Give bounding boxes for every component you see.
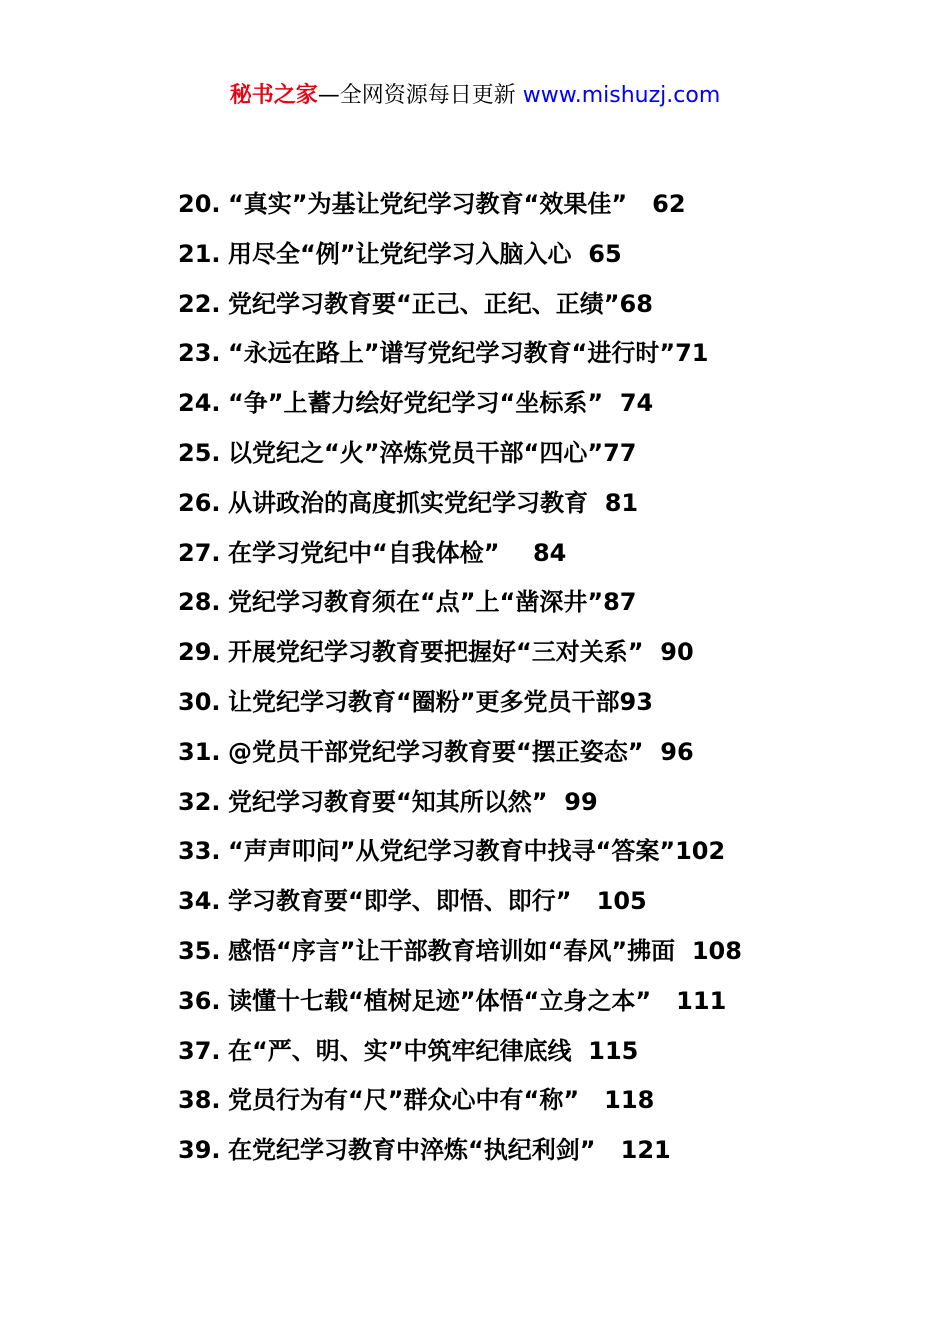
toc-item-number: 30. [178, 687, 221, 716]
toc-item-title: 开展党纪学习教育要把握好“三对关系” [228, 638, 644, 667]
toc-item-title: 在党纪学习教育中淬炼“执纪利剑” [228, 1136, 596, 1165]
toc-item-page: 90 [660, 638, 694, 667]
toc-item[interactable] [178, 925, 858, 975]
site-url[interactable]: www.mishuzj.com [522, 83, 721, 108]
toc-item-page: 105 [596, 887, 647, 916]
toc-item[interactable] [178, 228, 858, 278]
toc-item[interactable] [178, 875, 858, 925]
toc-item-title: 以党纪之“火”淬炼党员干部“四心” [228, 438, 604, 467]
toc-item-page: 99 [564, 787, 598, 816]
toc-item-title: “永远在路上”谱写党纪学习教育“进行时” [228, 339, 676, 368]
toc-item-title: 党纪学习教育要“知其所以然” [228, 787, 548, 816]
toc-item-number: 39. [178, 1136, 221, 1165]
toc-item-title: 读懂十七载“植树足迹”体悟“立身之本” [228, 986, 652, 1015]
toc-item-page: 84 [532, 538, 567, 567]
toc-item-number: 22. [178, 289, 221, 318]
toc-item-page: 118 [604, 1086, 655, 1115]
toc-item[interactable] [178, 825, 858, 875]
toc-item-title: 党员行为有“尺”群众心中有“称” [228, 1086, 580, 1115]
toc-item-title: “声声叩问”从党纪学习教育中找寻“答案” [228, 837, 676, 866]
toc-item[interactable] [178, 477, 858, 527]
toc-item-gap [588, 489, 605, 517]
toc-item-page: 111 [676, 986, 727, 1015]
toc-item-number: 37. [178, 1036, 221, 1065]
toc-item[interactable] [178, 1124, 858, 1174]
toc-item-title: “真实”为基让党纪学习教育“效果佳” [228, 190, 628, 218]
toc-item-title: “争”上蓄力绘好党纪学习“坐标系” [228, 389, 604, 418]
toc-item-title: 党纪学习教育须在“点”上“凿深井” [228, 588, 604, 617]
toc-item[interactable] [178, 975, 858, 1025]
toc-item-number: 27. [178, 538, 221, 567]
toc-item-page: 65 [588, 239, 622, 268]
toc-item-number: 23. [178, 339, 221, 368]
toc-item-page: 115 [588, 1036, 639, 1065]
toc-item-gap [500, 539, 533, 567]
toc-item-page: 62 [652, 190, 686, 218]
toc-item-number: 31. [178, 737, 221, 766]
toc-item-number: 24. [178, 389, 221, 418]
toc-item[interactable] [178, 327, 858, 377]
toc-item-number: 21. [178, 239, 221, 268]
toc-item[interactable] [178, 726, 858, 776]
toc-item[interactable] [178, 576, 858, 626]
toc-item[interactable] [178, 776, 858, 826]
toc-item-number: 25. [178, 438, 221, 467]
toc-item-number: 38. [178, 1086, 221, 1115]
toc-item-number: 34. [178, 887, 221, 916]
toc-item-number: 20. [178, 190, 221, 218]
toc-item-number: 36. [178, 986, 221, 1015]
toc-item-number: 32. [178, 787, 221, 816]
page-header [0, 80, 950, 112]
toc-item[interactable] [178, 1074, 858, 1124]
toc-item-page: 68 [619, 289, 653, 318]
toc-item-number: 33. [178, 837, 221, 866]
toc-item-gap [603, 389, 620, 417]
toc-item-title: 在“严、明、实”中筑牢纪律底线 [228, 1036, 572, 1065]
toc-item-page: 96 [660, 737, 694, 766]
toc-item-page: 87 [603, 588, 637, 617]
toc-item-title: 感悟“序言”让干部教育培训如“春风”拂面 [228, 936, 676, 965]
toc-item-page: 108 [691, 936, 742, 965]
toc-item-gap [572, 887, 597, 915]
toc-item-gap [644, 638, 661, 666]
toc-item[interactable] [178, 676, 858, 726]
toc-item-title: 学习教育要“即学、即悟、即行” [228, 887, 572, 916]
toc-item-gap [548, 788, 565, 816]
toc-item-page: 121 [620, 1136, 671, 1165]
toc-item-title: 党纪学习教育要“正己、正纪、正绩” [228, 289, 620, 318]
toc-item-title: 在学习党纪中“自我体检” [228, 538, 500, 567]
toc-item[interactable] [178, 377, 858, 427]
toc-item-page: 71 [675, 339, 709, 368]
header-slogan: —全网资源每日更新 [317, 83, 523, 108]
toc-item-title: @党员干部党纪学习教育要“摆正姿态” [228, 737, 644, 766]
toc-item-title: 用尽全“例”让党纪学习入脑入心 [228, 239, 572, 268]
toc-item[interactable] [178, 527, 858, 577]
toc-item[interactable] [178, 427, 858, 477]
toc-item-title: 从讲政治的高度抓实党纪学习教育 [228, 488, 588, 517]
toc-item-number: 35. [178, 936, 221, 965]
toc-item-page: 74 [619, 389, 654, 418]
toc-item[interactable] [178, 626, 858, 676]
toc-item[interactable] [178, 278, 858, 328]
table-of-contents [178, 178, 858, 1174]
brand-name: 秘书之家 [229, 83, 318, 108]
toc-item-gap [572, 1037, 589, 1065]
toc-item-gap [596, 1136, 621, 1164]
toc-item-gap [579, 1086, 604, 1114]
toc-item-gap [651, 987, 676, 1015]
toc-item-title: 让党纪学习教育“圈粉”更多党员干部 [228, 687, 620, 716]
toc-item-number: 29. [178, 638, 221, 667]
toc-item-gap [627, 190, 652, 218]
toc-item-number: 26. [178, 488, 221, 517]
toc-item[interactable] [178, 1025, 858, 1075]
toc-item-page: 93 [619, 687, 653, 716]
toc-item-page: 81 [604, 488, 639, 517]
toc-item-number: 28. [178, 588, 221, 617]
toc-item-gap [572, 240, 589, 268]
toc-item-gap [644, 738, 661, 766]
toc-item-gap [675, 937, 692, 965]
toc-item[interactable] [178, 178, 858, 228]
toc-item-page: 77 [603, 438, 637, 467]
toc-item-page: 102 [675, 837, 726, 866]
